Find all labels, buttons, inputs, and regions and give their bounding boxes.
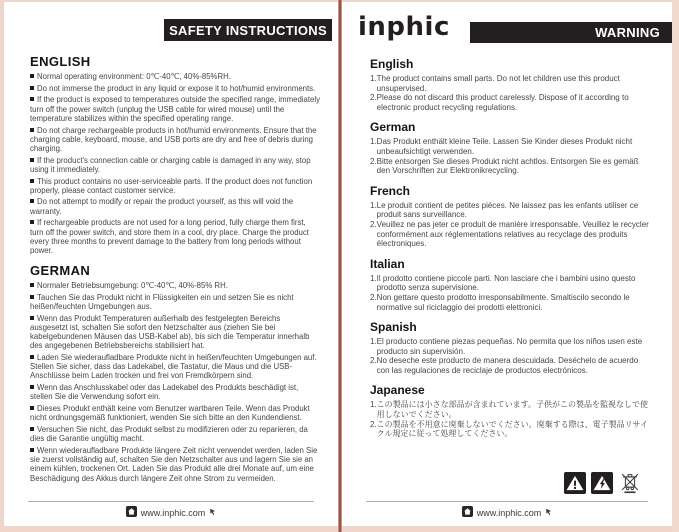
warning-content [370,57,650,468]
numbered-item [370,420,650,439]
home-icon [126,506,137,519]
numbered-item [370,337,650,356]
footer-website-line [28,506,314,519]
warning-banner-label: WARNING [595,25,660,40]
bullet-square-icon [30,355,34,359]
bullet-text: Versuchen Sie nicht, das Produkt selbst zu modifizieren oder zu reparieren, da dies die Garantie ungültig macht. [30,425,308,444]
bullet-item [30,126,320,154]
bullet-square-icon [30,199,34,203]
bullet-item [30,197,320,215]
bullet-item [30,446,320,483]
item-number: 1. [370,273,377,283]
item-text: Il prodotto contiene piccole parti. Non lasciare che i bambini usino questo prodotto senza supervisione. [376,273,636,293]
weee-crossed-bin-icon [618,470,642,494]
item-text: Le produit contient de petites pièces. Ne laissez pas les enfants utiliser ce produit sans surveillance. [376,200,639,220]
item-text: El producto contiene piezas pequeñas. No permita que los niños usen este producto sin supervisión. [376,337,643,356]
bullet-text: Wenn wiederaufladbare Produkte längere Zeit nicht verwendet werden, laden Sie sie zuerst vollständig auf, schalten Sie den Netzschalter aus und lagern Sie sie an einem kühlen, trockenen Ort. Laden Sie das Produkt alle drei Monate auf, um eine Beschädigung des Akkus durch längere Zeit ohne Strom zu vermeiden. [30,445,318,483]
numbered-item [370,137,650,156]
item-text: この製品には小さな部品が含まれています。子供がこの製品を監視なしで使用しないでください。 [376,400,649,420]
bullet-text: Tauchen Sie das Produkt nicht in Flüssigkeiten ein und setzen Sie es nicht heißen/feuchten Umgebungen aus. [30,292,294,312]
item-text: Please do not discard this product carelessly. Dispose of it according to electronic product recycling regulations. [376,93,629,112]
footer-website-line [366,506,648,519]
bullet-text: If the product's connection cable or charging cable is damaged in any way, stop using it immediately. [30,155,311,174]
item-number: 1. [370,137,377,147]
section-heading: Japanese [370,383,425,398]
bullet-item [30,156,320,174]
bullet-square-icon [30,427,34,431]
numbered-item [370,400,650,419]
bullet-item [30,281,320,290]
item-number: 1. [370,337,377,347]
cursor-arrow-icon [545,508,552,518]
bullet-text: Normaler Betriebsumgebung: 0℃-40℃, 40%-85% RH. [37,281,228,291]
bullet-square-icon [30,86,34,90]
numbered-item [370,356,650,375]
bullet-square-icon [30,448,34,452]
bullet-item [30,72,320,81]
bullet-item [30,218,320,255]
item-number: 2. [370,356,377,366]
home-icon [462,506,473,519]
bullet-item [30,383,320,401]
right-page-footer [366,501,648,519]
numbered-item [370,93,650,112]
bullet-text: Wenn das Anschlusskabel oder das Ladekabel des Produkts beschädigt ist, stellen Sie die Verwendung sofort ein. [30,383,299,402]
safety-instructions-banner [164,19,332,41]
warning-banner [470,22,672,43]
bullet-text: Laden Sie wiederaufladbare Produkte nicht in heißen/feuchten Umgebungen auf. Stellen Sie sicher, dass das Ladekabel, die Tastatur, die Maus und die USB-Anschlüsse beim Laden trocken und frei von Fremdkörpern sind. [30,353,317,381]
bullet-square-icon [30,128,34,132]
safety-instructions-content [30,54,320,494]
numbered-item [370,274,650,293]
item-number: 1. [370,74,377,83]
item-text: Non gettare questo prodotto irresponsabilmente. Smaltiscilo secondo le normative sul riciclaggio dei prodotti elettronici. [376,292,630,312]
bullet-item [30,404,320,422]
bullet-square-icon [30,220,34,224]
bullet-square-icon [30,316,34,320]
item-number: 2. [370,219,377,229]
bullet-square-icon [30,295,34,299]
section-heading: French [370,183,411,198]
bullet-text: Do not charge rechargeable products in hot/humid environments. Ensure that the charging cable, keyboard, mouse, and USB ports are dry and free of debris during charging. [30,125,317,153]
bullet-text: Normal operating environment: 0℃-40℃, 40%-85%RH. [37,72,231,81]
bullet-text: If rechargeable products are not used for a long period, fully charge them first, turn off the power switch, and store them in a cool, dry place. Charge the product every three months to prevent damage to the battery from long periods without power. [30,218,309,255]
bullet-item [30,293,320,311]
bullet-item [30,84,320,93]
numbered-item [370,157,650,176]
bullet-item [30,95,320,123]
bullet-item [30,425,320,443]
item-number: 2. [370,93,377,103]
bullet-text: If the product is exposed to temperatures outside the specified range, immediately turn off the power switch (unplug the USB cable for wired mouse) until the temperature stabilizes within the specified operating range. [30,95,320,123]
left-page-footer [28,501,314,519]
safety-symbols-row [564,470,642,494]
electric-shock-icon [591,472,613,494]
numbered-item [370,201,650,220]
bullet-text: Do not attempt to modify or repair the product yourself, as this will void the warranty. [30,197,294,216]
section-heading: German [370,120,416,135]
item-number: 1. [370,400,377,410]
item-text: Bitte entsorgen Sie dieses Produkt nicht achtlos. Entsorgen Sie es gemäß den Vorschriften zur Elektronikrecycling. [376,156,639,176]
item-number: 2. [370,419,377,429]
section-heading: ENGLISH [30,54,91,69]
item-text: Das Produkt enthält kleine Teile. Lassen Sie Kinder dieses Produkt nicht unbeaufsichtigt verwenden. [376,137,633,156]
bullet-square-icon [30,385,34,389]
bullet-item [30,353,320,381]
warning-triangle-icon [564,472,586,494]
bullet-square-icon [30,158,34,162]
safety-instructions-page [4,2,338,526]
footer-divider [366,501,648,502]
numbered-item [370,220,650,249]
numbered-item [370,74,650,93]
bullet-square-icon [30,283,34,287]
item-text: The product contains small parts. Do not let children use this product unsupervised. [376,74,620,93]
bullet-item [30,177,320,195]
bullet-text: Do not immerse the product in any liquid or expose it to hot/humid environments. [37,83,316,93]
section-heading: Italian [370,256,405,271]
warning-page [342,2,672,526]
item-number: 2. [370,292,377,302]
section-heading: English [370,57,414,71]
safety-instructions-banner-label: SAFETY INSTRUCTIONS [169,22,327,38]
section-heading: Spanish [370,320,417,335]
bullet-square-icon [30,406,34,410]
bullet-text: Wenn das Produkt Temperaturen außerhalb des festgelegten Bereichs ausgesetzt ist, schalten Sie sofort den Netzschalter aus (ziehen Sie bei kabelgebundenen Mäusen das USB-Kabel ab), bis sich die Temperatur innerhalb des angegebenen Betriebsbereichs stabilisiert hat. [30,313,310,351]
numbered-item [370,293,650,312]
photo-border-edge [672,0,679,532]
bullet-text: This product contains no user-serviceable parts. If the product does not function properly, please contact customer service. [30,176,313,195]
item-number: 2. [370,156,377,166]
item-text: この製品を不用意に廃棄しないでください。廃棄する際は、電子製品リサイクル規定に従って処理してください。 [376,419,648,439]
footer-divider [28,501,314,502]
cursor-arrow-icon [209,508,216,518]
website-url: www.inphic.com [140,507,206,518]
item-text: Veuillez ne pas jeter ce produit de manière irresponsable. Veuillez le recycler conformément aux réglementations relatives au recyclage des produits électroniques. [376,219,649,249]
bullet-square-icon [30,179,34,183]
bullet-square-icon [30,97,34,101]
website-url: www.inphic.com [476,507,542,518]
bullet-square-icon [30,74,34,78]
inphic-logo: inphic [358,12,450,42]
bullet-item [30,314,320,351]
section-heading: GERMAN [30,263,91,279]
item-text: No deseche este producto de manera descuidada. Deséchelo de acuerdo con las regulaciones de reciclaje de productos electrónicos. [376,356,639,375]
bullet-text: Dieses Produkt enthält keine vom Benutzer wartbaren Teile. Wenn das Produkt nicht ordnungsgemäß funktioniert, wenden Sie sich bitte an den Kundendienst. [30,404,310,423]
item-number: 1. [370,200,377,210]
